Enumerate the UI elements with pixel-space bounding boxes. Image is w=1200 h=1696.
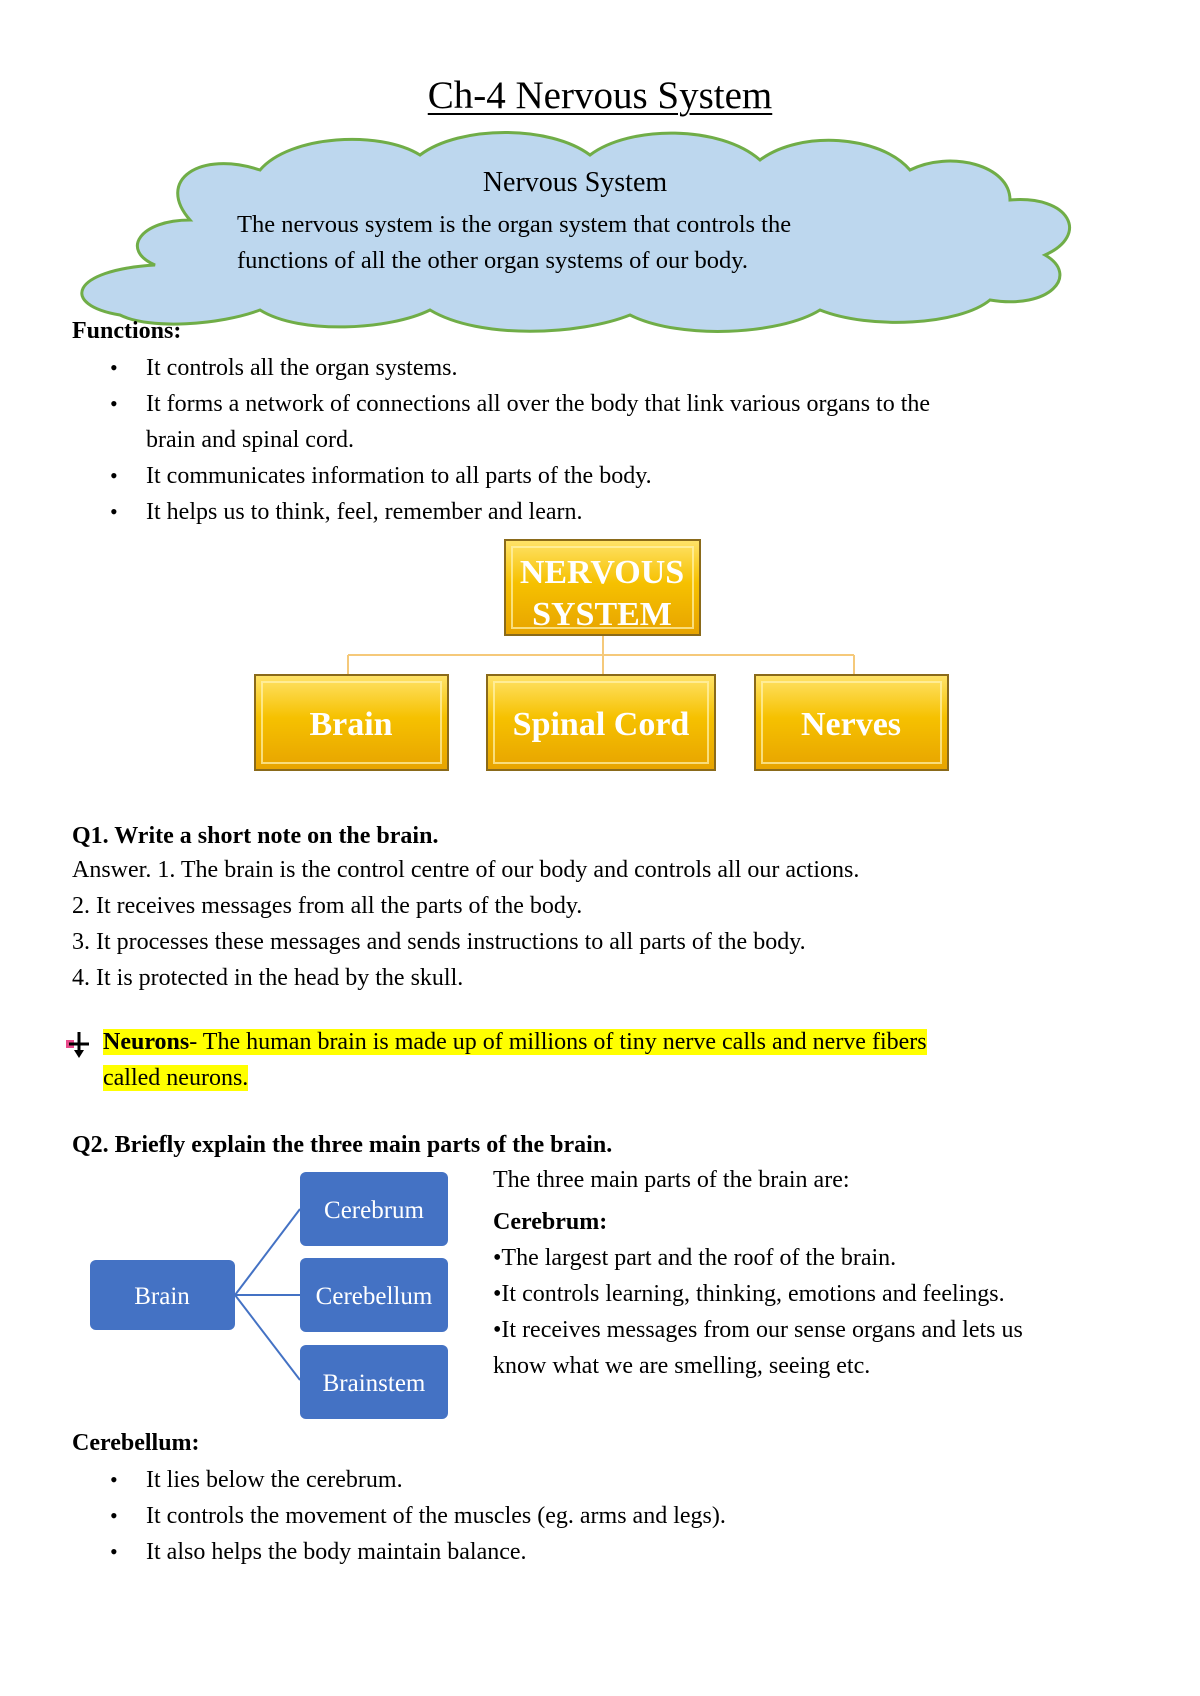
cerebrum-point: •It receives messages from our sense organs and lets us know what we are smelling, seeing etc. [493,1317,1023,1379]
hierarchy-child-spinal-cord [487,675,715,770]
functions-heading: Functions: [72,318,182,344]
cerebrum-point: •It controls learning, thinking, emotions and feelings. [493,1281,1005,1307]
neurons-text: - The human brain is made up of millions of tiny nerve calls and nerve fibers [189,1029,927,1055]
hierarchy-child-brain [255,675,448,770]
q2-answer [493,1162,1153,1384]
list-item: • It forms a network of connections all over the body that link various organs to the brain and spinal cord. [146,386,1146,458]
svg-text:Nerves: Nerves [800,706,902,743]
page-title: Ch-4 Nervous System [427,74,773,117]
q2-question: Q2. Briefly explain the three main parts of the brain. [72,1132,613,1158]
diagram-part-brainstem [300,1345,448,1419]
neurons-term: Neurons [103,1029,190,1055]
list-item: • It controls all the organ systems. [146,350,1146,386]
list-item: • It controls the movement of the muscles (eg. arms and legs). [146,1498,1146,1534]
diagram-root-brain [90,1260,235,1330]
q1-question: Q1. Write a short note on the brain. [72,823,439,849]
cloud-line-2: functions of all the other organ systems of our body. [237,247,749,274]
svg-text:Brain: Brain [309,706,393,743]
hierarchy-root [505,540,700,635]
functions-list [146,350,1146,530]
q2-intro: The three main parts of the brain are: [493,1167,850,1193]
diagram-part-cerebellum [300,1258,448,1332]
cerebrum-heading: Cerebrum: [493,1209,608,1235]
cerebrum-point: •The largest part and the roof of the brain. [493,1245,897,1271]
q1-answer [72,852,1152,996]
svg-text:Brainstem: Brainstem [322,1370,426,1397]
list-item: • It helps us to think, feel, remember and learn. [146,494,1146,530]
hierarchy-child-nerves [755,675,948,770]
diagram-part-cerebrum [300,1172,448,1246]
brain-parts-diagram [85,1165,460,1430]
list-item: • It communicates information to all parts of the body. [146,458,1146,494]
svg-text:Brain: Brain [134,1283,190,1310]
svg-text:NERVOUS: NERVOUS [519,554,685,591]
cerebellum-heading: Cerebellum: [72,1430,200,1456]
cerebellum-list [146,1462,1146,1570]
answer-line: 4. It is protected in the head by the skull. [72,965,464,991]
neurons-note [103,1024,1163,1096]
svg-text:SYSTEM: SYSTEM [532,596,672,633]
cloud-line-1: The nervous system is the organ system that controls the [237,211,792,238]
list-item: • It also helps the body maintain balance. [146,1534,1146,1570]
list-item: • It lies below the cerebrum. [146,1462,1146,1498]
arrow-down-bullet-icon [66,1030,94,1060]
neurons-text-cont: called neurons. [103,1065,249,1091]
cloud-text [237,207,937,279]
svg-text:Spinal Cord: Spinal Cord [512,706,690,743]
answer-line: 2. It receives messages from all the parts of the body. [72,893,583,919]
answer-line: 3. It processes these messages and sends instructions to all parts of the body. [72,929,806,955]
svg-text:Cerebrum: Cerebrum [324,1197,424,1224]
nervous-system-hierarchy [250,535,960,775]
cloud-heading: Nervous System [482,167,668,198]
svg-text:Cerebellum: Cerebellum [315,1283,433,1310]
answer-line: Answer. 1. The brain is the control centre of our body and controls all our actions. [72,857,860,883]
